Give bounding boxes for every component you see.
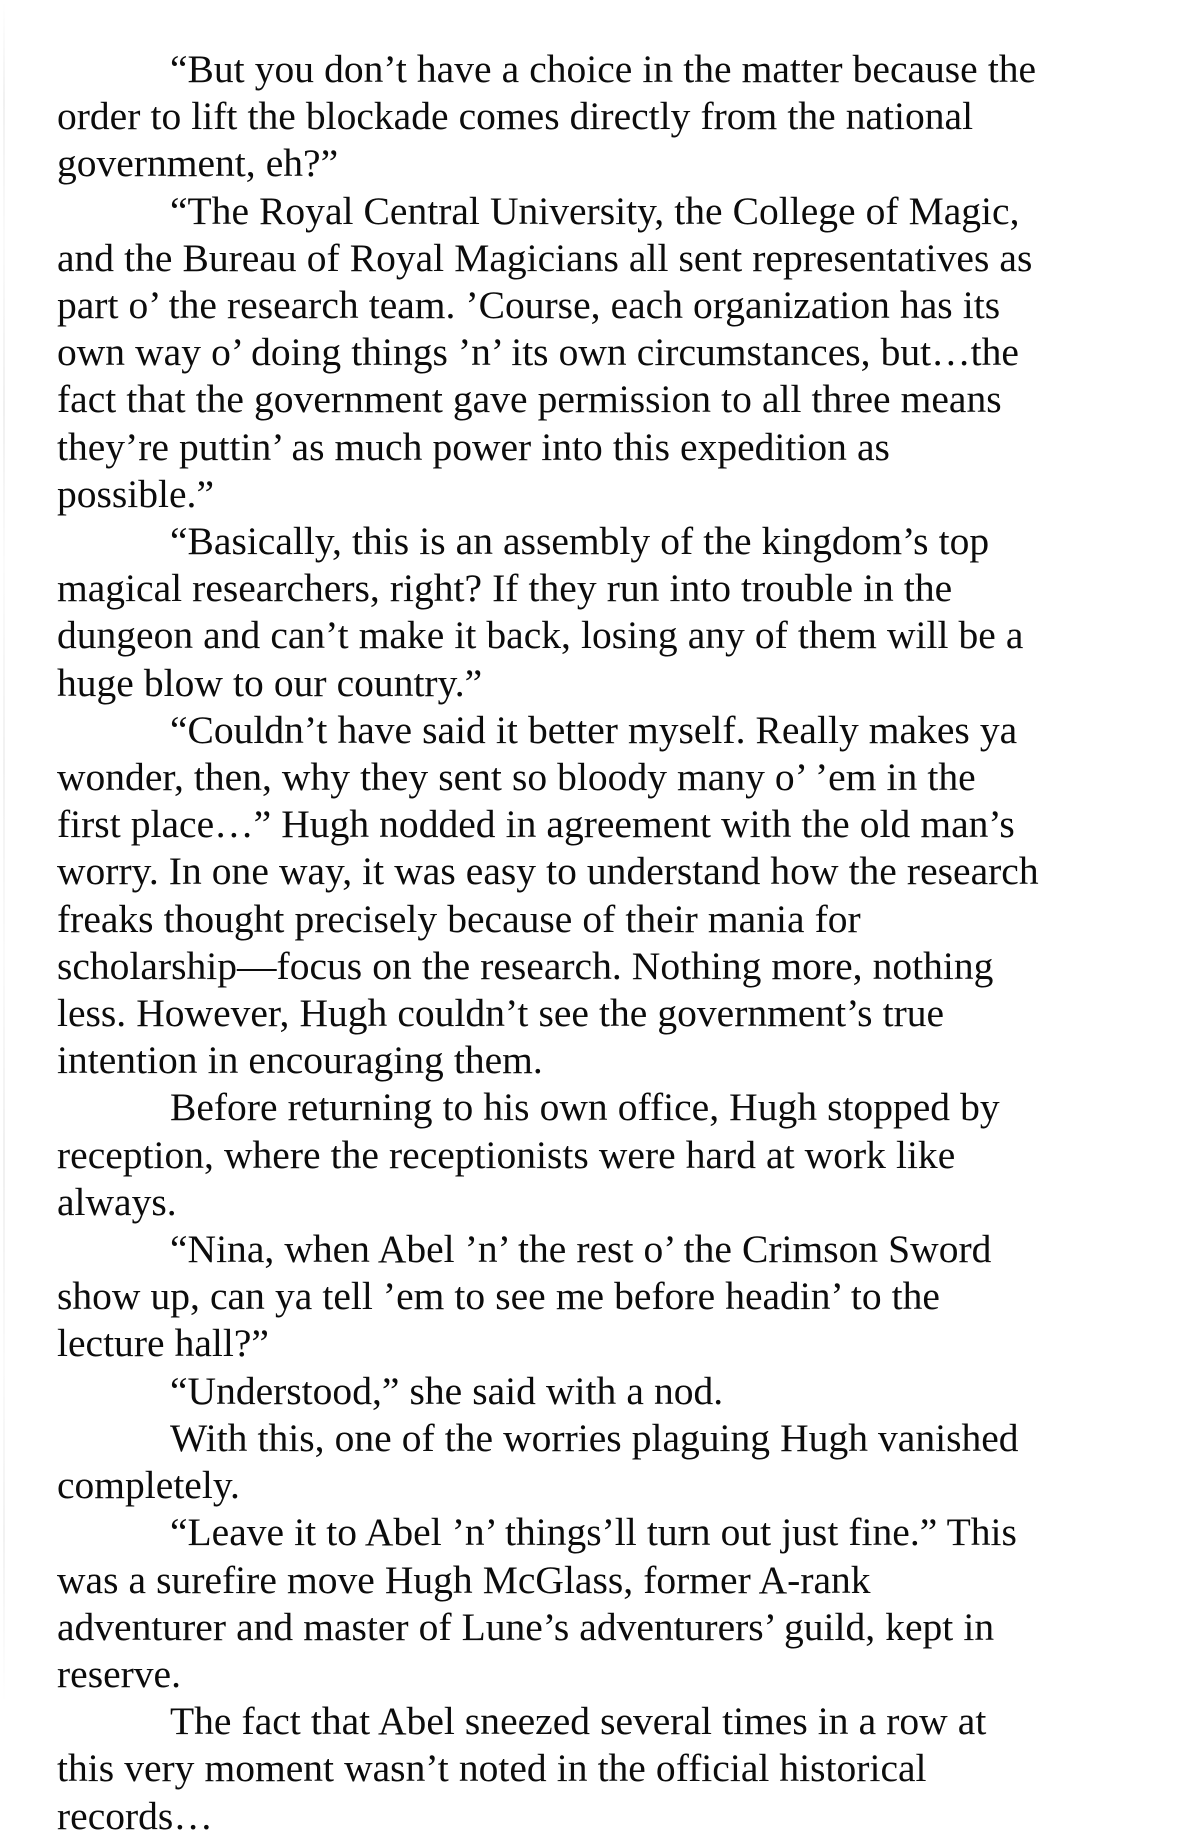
paragraph: “Basically, this is an assembly of the kingdom’s top magical researchers, right? If they run into trouble in the dungeon and can’t make it back, losing any of them will be a huge blow to our country.” bbox=[57, 519, 1024, 705]
paragraph: “Understood,” she said with a nod. bbox=[170, 1368, 724, 1413]
paragraph: “Leave it to Abel ’n’ things’ll turn out just fine.” This was a surefire move Hugh McGlass, former A-rank adventurer and master of Lune’s adventurers’ guild, kept in reserve. bbox=[57, 1510, 1017, 1696]
paragraph: “Couldn’t have said it better myself. Really makes ya wonder, then, why they sent so bloody many o’ ’em in the first place…” Hugh nodded in agreement with the old man’s worry. In one way, it was easy to understand how the research freaks thought precisely because of their mania for scholarship—focus on the research. Nothing more, nothing less. However, Hugh couldn’t see the government’s true intention in encouraging them. bbox=[57, 707, 1039, 1083]
paragraph: Before returning to his own office, Hugh stopped by reception, where the receptionists were hard at work like always. bbox=[57, 1085, 1000, 1224]
paragraph: “But you don’t have a choice in the matter because the order to lift the blockade comes directly from the national government, eh?” bbox=[57, 47, 1037, 186]
scan-edge-artifact bbox=[3, 0, 5, 1706]
paragraph: The fact that Abel sneezed several times in a row at this very moment wasn’t noted in the official historical records… bbox=[57, 1699, 987, 1838]
page-text-block bbox=[57, 46, 1047, 1840]
paragraph: “The Royal Central University, the College of Magic, and the Bureau of Royal Magicians all sent representatives as part o’ the research team. ’Course, each organization has its own way o’ doing things ’n’ its own circumstances, but…the fact that the government gave permission to all three means they’re puttin’ as much power into this expedition as possible.” bbox=[57, 188, 1033, 516]
paragraph: With this, one of the worries plaguing Hugh vanished completely. bbox=[57, 1415, 1019, 1508]
paragraph: “Nina, when Abel ’n’ the rest o’ the Crimson Sword show up, can ya tell ’em to see me before headin’ to the lecture hall?” bbox=[57, 1227, 992, 1366]
